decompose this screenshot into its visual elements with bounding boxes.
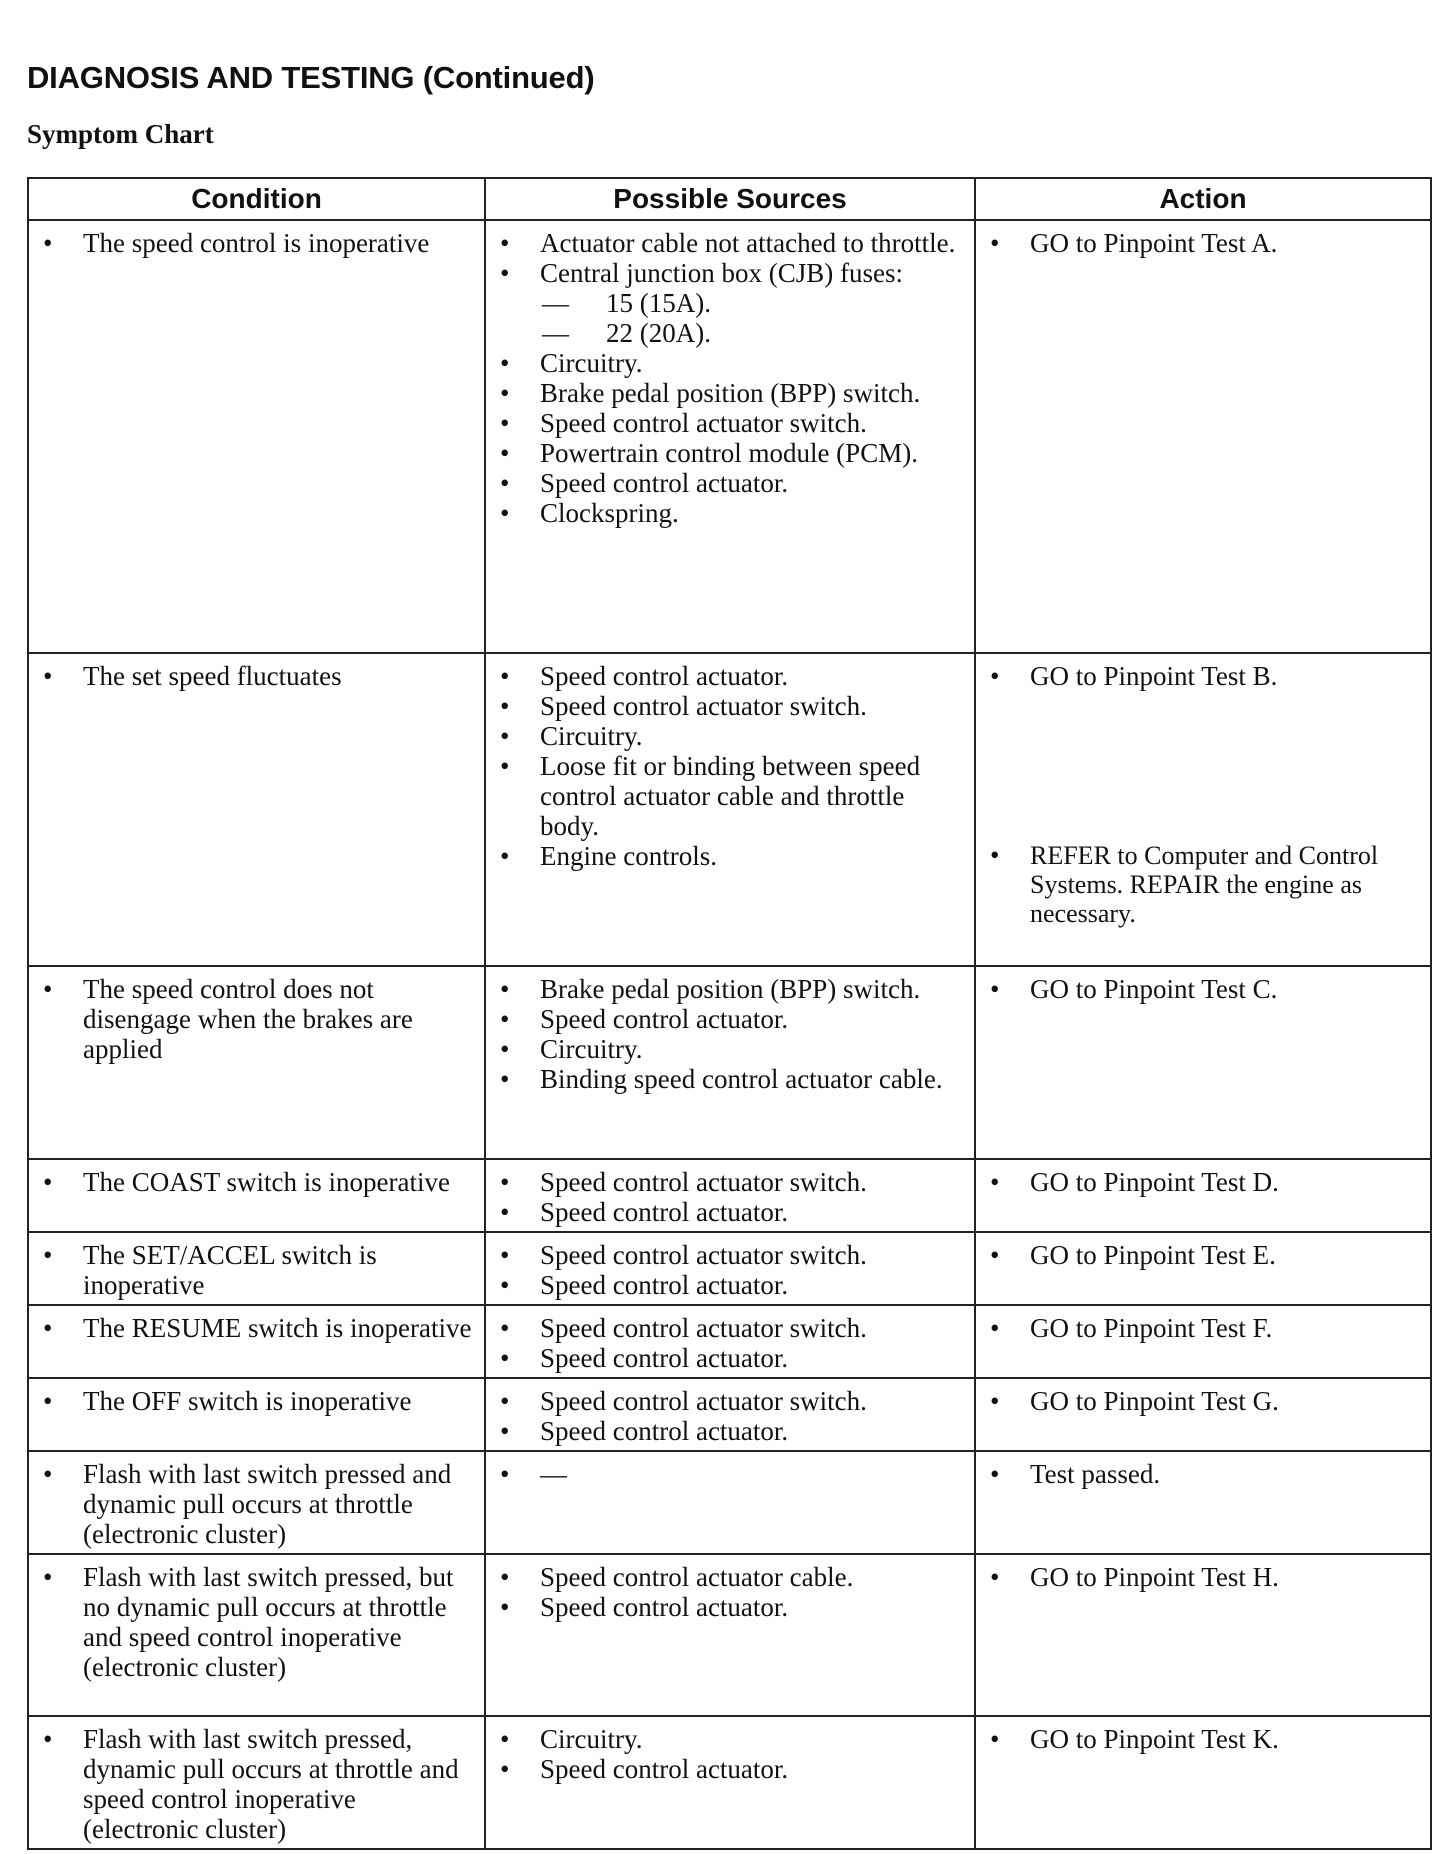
source-item: • Binding speed control actuator cable. — [496, 1064, 968, 1094]
action-cell — [975, 653, 1431, 966]
section-title: Symptom Chart — [27, 119, 214, 149]
symptom-chart-table — [27, 177, 1432, 1850]
condition-cell — [28, 1232, 485, 1305]
source-item: • Speed control actuator switch. — [496, 691, 968, 721]
condition-cell — [28, 220, 485, 653]
condition-text: • The speed control is inoperative — [39, 228, 478, 258]
action-cell — [975, 1159, 1431, 1232]
source-item — [496, 258, 968, 348]
header-row — [28, 178, 1431, 220]
source-item: • Actuator cable not attached to throttle. — [496, 228, 968, 258]
condition-cell — [28, 966, 485, 1159]
sources-cell — [485, 653, 975, 966]
action-cell — [975, 1232, 1431, 1305]
action-item: • REFER to Computer and Control Systems. REPAIR the engine as necessary. — [986, 841, 1424, 928]
page-heading: DIAGNOSIS AND TESTING (Continued) — [27, 60, 595, 95]
source-item: • Brake pedal position (BPP) switch. — [496, 378, 968, 408]
condition-cell — [28, 1378, 485, 1451]
source-item: • Speed control actuator switch. — [496, 1313, 968, 1343]
source-item: • Speed control actuator switch. — [496, 1386, 968, 1416]
action-cell — [975, 1451, 1431, 1554]
source-item: • Brake pedal position (BPP) switch. — [496, 974, 968, 1004]
sources-cell — [485, 1716, 975, 1849]
condition-text: • Flash with last switch pressed and dynamic pull occurs at throttle (electronic cluster) — [39, 1459, 478, 1549]
table-row — [28, 1451, 1431, 1554]
action-cell — [975, 1716, 1431, 1849]
source-item: • Circuitry. — [496, 348, 968, 378]
source-item: • Speed control actuator switch. — [496, 1167, 968, 1197]
source-item: • Powertrain control module (PCM). — [496, 438, 968, 468]
action-item: • GO to Pinpoint Test A. — [986, 228, 1424, 258]
column-header-possible-sources: Possible Sources — [485, 178, 975, 220]
source-item: • Circuitry. — [496, 1724, 968, 1754]
action-item: • GO to Pinpoint Test K. — [986, 1724, 1424, 1754]
action-item: • GO to Pinpoint Test E. — [986, 1240, 1424, 1270]
table-row — [28, 653, 1431, 966]
source-item: • Speed control actuator. — [496, 1343, 968, 1373]
source-item: • — — [496, 1459, 968, 1489]
condition-text: • The OFF switch is inoperative — [39, 1386, 478, 1416]
sources-cell — [485, 966, 975, 1159]
condition-text: • The SET/ACCEL switch is inoperative — [39, 1240, 478, 1300]
source-item: • Speed control actuator. — [496, 468, 968, 498]
table-row — [28, 1305, 1431, 1378]
source-item: • Clockspring. — [496, 498, 968, 528]
condition-cell — [28, 1716, 485, 1849]
sources-cell — [485, 1451, 975, 1554]
condition-text: • The set speed fluctuates — [39, 661, 478, 691]
action-item: • GO to Pinpoint Test D. — [986, 1167, 1424, 1197]
sources-cell — [485, 1159, 975, 1232]
condition-text: • The COAST switch is inoperative — [39, 1167, 478, 1197]
condition-text: • Flash with last switch pressed, but no dynamic pull occurs at throttle and speed control inoperative (electronic cluster) — [39, 1562, 478, 1682]
condition-text: • The RESUME switch is inoperative — [39, 1313, 478, 1343]
sources-cell — [485, 1378, 975, 1451]
sources-cell — [485, 1554, 975, 1716]
action-cell — [975, 966, 1431, 1159]
table-row — [28, 1232, 1431, 1305]
action-item: • GO to Pinpoint Test F. — [986, 1313, 1424, 1343]
column-header-action: Action — [975, 178, 1431, 220]
source-item: • Loose fit or binding between speed control actuator cable and throttle body. — [496, 751, 968, 841]
action-cell — [975, 1305, 1431, 1378]
source-item: • Circuitry. — [496, 1034, 968, 1064]
source-item: • Speed control actuator cable. — [496, 1562, 968, 1592]
source-item: • Speed control actuator. — [496, 1592, 968, 1622]
source-item: • Engine controls. — [496, 841, 968, 871]
condition-text: • The speed control does not disengage when the brakes are applied — [39, 974, 478, 1064]
source-item: • Circuitry. — [496, 721, 968, 751]
action-item: • Test passed. — [986, 1459, 1424, 1489]
condition-cell — [28, 1305, 485, 1378]
source-item: • Speed control actuator switch. — [496, 408, 968, 438]
table-row — [28, 1159, 1431, 1232]
source-item: • Speed control actuator switch. — [496, 1240, 968, 1270]
table-row — [28, 1716, 1431, 1849]
condition-cell — [28, 1451, 485, 1554]
table-row — [28, 220, 1431, 653]
source-item: • Speed control actuator. — [496, 1754, 968, 1784]
sources-cell — [485, 1232, 975, 1305]
source-item-text: Central junction box (CJB) fuses: — [540, 258, 903, 288]
condition-cell — [28, 1159, 485, 1232]
condition-cell — [28, 653, 485, 966]
sources-cell — [485, 220, 975, 653]
source-item: • Speed control actuator. — [496, 1004, 968, 1034]
action-item: • GO to Pinpoint Test B. — [986, 661, 1424, 691]
action-cell — [975, 220, 1431, 653]
action-cell — [975, 1378, 1431, 1451]
action-item: • GO to Pinpoint Test G. — [986, 1386, 1424, 1416]
table-row — [28, 1554, 1431, 1716]
source-item: • Speed control actuator. — [496, 1270, 968, 1300]
fuse-item: — 15 (15A). — [540, 288, 968, 318]
source-item: • Speed control actuator. — [496, 1416, 968, 1446]
condition-cell — [28, 1554, 485, 1716]
action-item: • GO to Pinpoint Test H. — [986, 1562, 1424, 1592]
condition-text: • Flash with last switch pressed, dynamic pull occurs at throttle and speed control inoperative (electronic cluster) — [39, 1724, 478, 1844]
action-cell — [975, 1554, 1431, 1716]
action-item: • GO to Pinpoint Test C. — [986, 974, 1424, 1004]
source-item: • Speed control actuator. — [496, 661, 968, 691]
source-item: • Speed control actuator. — [496, 1197, 968, 1227]
fuse-item: — 22 (20A). — [540, 318, 968, 348]
table-row — [28, 966, 1431, 1159]
table-row — [28, 1378, 1431, 1451]
sources-cell — [485, 1305, 975, 1378]
column-header-condition: Condition — [28, 178, 485, 220]
